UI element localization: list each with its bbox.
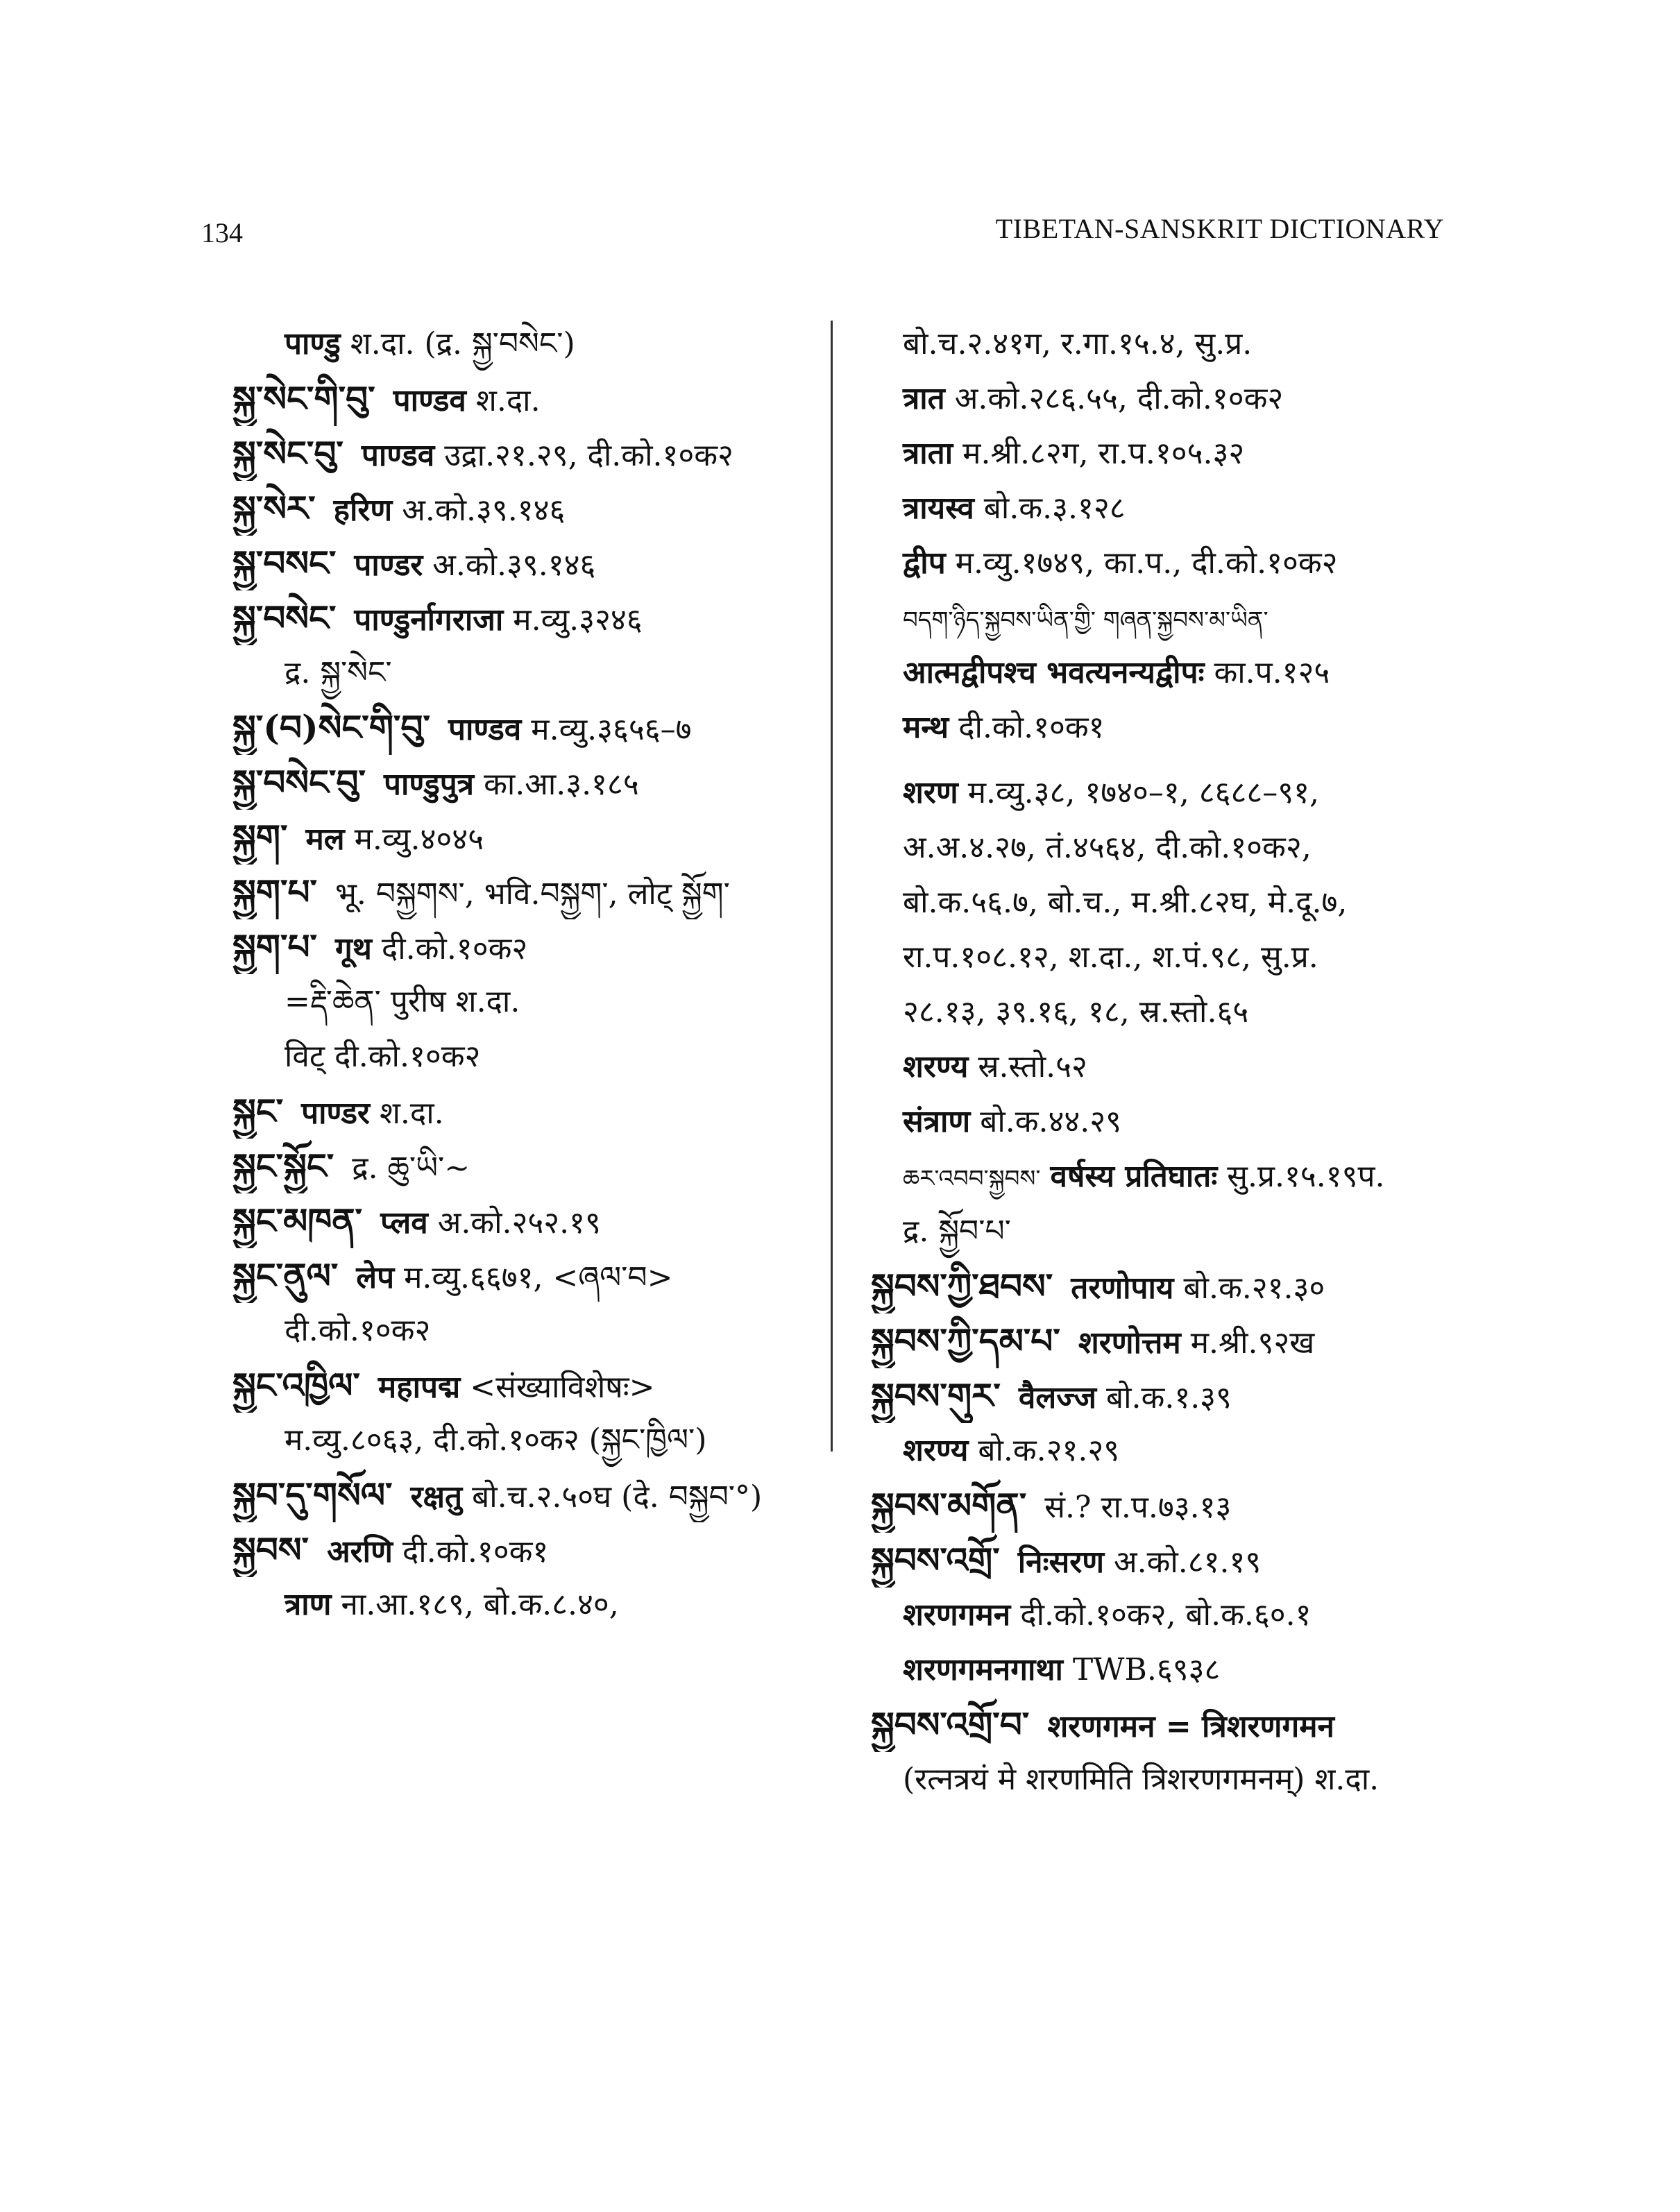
sanskrit-equivalent: शरण्य (903, 1049, 969, 1084)
tibetan-headword: ཆར་འབབ་སྐྱབས་ (903, 1165, 1041, 1193)
source-reference: बो.क.२१.३० (1183, 1270, 1325, 1306)
dictionary-entry (205, 919, 822, 974)
source-reference: रा.प.१०८.१२, श.दा., श.पं.९८, सु.प्र. (903, 939, 1318, 975)
source-reference: श.दा. (475, 383, 541, 418)
source-reference: का.आ.३.१८५ (484, 767, 639, 802)
source-reference: म.व्यु.३६५६–७ (531, 712, 692, 747)
dictionary-entry (843, 1533, 1475, 1588)
sanskrit-equivalent: लेप (356, 1260, 395, 1295)
dictionary-entry (205, 810, 822, 865)
entry-continuation (205, 1577, 822, 1632)
sanskrit-equivalent: मल (305, 822, 345, 857)
sanskrit-equivalent: त्राता (903, 436, 953, 471)
tibetan-headword: སྐྱང་མཁན་ (232, 1200, 363, 1241)
sanskrit-equivalent: पाण्डव (393, 383, 466, 418)
sanskrit-equivalent: शरण (903, 775, 958, 810)
column-divider (831, 321, 833, 1452)
sanskrit-equivalent: वर्षस्य प्रतिघातः (1050, 1159, 1218, 1194)
source-reference: अ.को.३९.१४६ (432, 547, 596, 583)
entry-continuation (205, 645, 822, 700)
dictionary-entry (205, 481, 822, 536)
source-reference: बो.च.२.५०घ (दे. བསྐྱབ་°) (472, 1479, 763, 1515)
tibetan-headword: སྐྱ་བསེང་ (232, 597, 337, 638)
tibetan-headword: སྐྱང་ནུལ་ (232, 1255, 339, 1296)
tibetan-headword: སྐྱ་སེང་བུ་ (232, 433, 343, 474)
sanskrit-equivalent: द्वीप (903, 545, 946, 581)
source-reference: दी.को.१०क२ (381, 931, 528, 967)
source-reference: म.व्यु.३२४६ (513, 602, 643, 638)
tibetan-headword: སྐྱང་འཁྱིལ་ (232, 1365, 360, 1406)
source-reference: द्र. ཆུ་ཡི་~ (352, 1150, 470, 1186)
entry-continuation (843, 481, 1475, 536)
entry-continuation (843, 371, 1475, 426)
source-reference: TWB.६९३८ (1072, 1652, 1221, 1687)
entry-continuation (205, 1029, 822, 1084)
tibetan-headword: སྐྱང་ (232, 1091, 284, 1132)
source-reference: सु.प्र.१५.१९प. (1227, 1159, 1385, 1194)
sanskrit-equivalent: तरणोपाय (1071, 1270, 1174, 1306)
dictionary-entry (205, 1084, 822, 1139)
source-reference: अ.को.२५२.१९ (437, 1205, 601, 1241)
source-reference: म.व्यु.१७४९, का.प., दी.को.१०क२ (955, 545, 1338, 581)
sanskrit-equivalent: गूथ (335, 931, 372, 967)
source-reference: =རྡི་ཆེན་ पुरीष श.दा. (285, 984, 520, 1019)
dictionary-entry (843, 1697, 1475, 1752)
entry-continuation (205, 1303, 822, 1358)
entry-continuation (843, 1423, 1475, 1478)
page-number: 134 (201, 217, 243, 248)
sanskrit-equivalent: पाण्डर (354, 547, 423, 583)
entry-continuation (843, 1642, 1475, 1697)
entry-continuation (843, 645, 1475, 700)
sanskrit-equivalent: पाण्डु (285, 326, 341, 361)
entry-continuation (843, 985, 1475, 1039)
source-reference: अ.को.३९.१४६ (402, 493, 566, 528)
entry-continuation (843, 1094, 1475, 1149)
tibetan-headword: སྐྱག་པ་ (232, 926, 317, 967)
sanskrit-equivalent: पाण्डव (448, 712, 522, 747)
sanskrit-equivalent: संत्राण (903, 1104, 971, 1139)
source-reference: म.व्यु.३८, १७४०–१, ८६८८–९१, (967, 775, 1319, 810)
entry-continuation (843, 1204, 1475, 1259)
entry-continuation (843, 1752, 1475, 1807)
source-reference: म.व्यु.८०६३, दी.को.१०क२ (སྐྱང་ཁྱིལ་) (285, 1422, 707, 1458)
source-reference: दी.को.१०क२, बो.क.६०.१ (1020, 1597, 1312, 1633)
sanskrit-equivalent: प्लव (380, 1205, 428, 1241)
source-reference: अ.अ.४.२७, तं.४५६४, दी.को.१०क२, (903, 830, 1312, 865)
source-reference: श.दा. (द्र. སྐྱ་བསེང་) (350, 326, 575, 361)
dictionary-entry (205, 700, 822, 755)
source-reference: बो.क.४४.२९ (980, 1104, 1122, 1139)
sanskrit-equivalent: वैलज्ज (1018, 1380, 1097, 1415)
sanskrit-equivalent: पाण्डव (361, 438, 435, 473)
entry-continuation (843, 426, 1475, 481)
dictionary-entry (205, 536, 822, 590)
sanskrit-equivalent: पाण्डुपुत्र (383, 767, 475, 802)
sanskrit-equivalent: त्रात (903, 381, 945, 416)
tibetan-headword: སྐྱག་པ་ (232, 871, 317, 912)
sanskrit-equivalent: पाण्डर (301, 1096, 370, 1131)
source-reference: <संख्याविशेषः> (470, 1370, 655, 1405)
entry-continuation (843, 316, 1475, 371)
dictionary-entry (205, 371, 822, 426)
entry-continuation (843, 1588, 1475, 1642)
source-reference: म.व्यु.४०४५ (354, 822, 484, 857)
sanskrit-equivalent: त्रायस्व (903, 491, 974, 526)
source-reference: द्र. སྐྱོབ་པ་ (903, 1214, 1011, 1249)
sanskrit-equivalent: मन्थ (903, 710, 949, 745)
source-reference: दी.को.१०क२ (285, 1313, 431, 1348)
source-reference: बो.क.१.३९ (1106, 1380, 1232, 1415)
entry-continuation (843, 1149, 1475, 1204)
sanskrit-equivalent: शरण्य (903, 1433, 969, 1468)
source-reference: ना.आ.१८९, बो.क.८.४०, (341, 1587, 619, 1622)
dictionary-entry (205, 1358, 822, 1413)
dictionary-entry (205, 1139, 822, 1193)
entry-continuation (843, 590, 1475, 645)
source-reference: म.श्री.९२ख (1190, 1325, 1315, 1361)
source-reference: विट् दी.को.१०क२ (285, 1039, 481, 1074)
source-reference: म.श्री.८२ग, रा.प.१०५.३२ (962, 436, 1245, 471)
sanskrit-equivalent: रक्षतु (410, 1479, 463, 1515)
source-reference: (रत्नत्रयं मे शरणमिति त्रिशरणगमनम्) श.दा. (903, 1762, 1380, 1797)
dictionary-entry (205, 1467, 822, 1522)
entry-continuation (843, 1039, 1475, 1094)
tibetan-headword: སྐྱབས་ཀྱི་ཐབས་ (871, 1266, 1053, 1307)
sanskrit-equivalent: हरिण (333, 493, 393, 528)
source-reference: भू. བསྐྱགས་, भवि.བསྐྱག་, लोट् སྐྱོག་ (335, 876, 730, 912)
tibetan-headword: སྐྱ་(བ)སེང་གི་བུ་ (232, 707, 430, 748)
source-reference: बो.क.२१.२९ (978, 1433, 1120, 1468)
sanskrit-equivalent: शरणोत्तम (1078, 1325, 1181, 1361)
dictionary-entry (205, 755, 822, 810)
left-column (205, 316, 822, 1632)
source-reference: म.व्यु.६६७१, <ཞལ་བ> (404, 1260, 673, 1295)
entry-continuation (843, 875, 1475, 930)
source-reference: का.प.१२५ (1214, 655, 1330, 690)
dictionary-entry (205, 426, 822, 481)
tibetan-headword: སྐྱབ་དུ་གསོལ་ (232, 1474, 393, 1515)
dictionary-entry (843, 1313, 1475, 1368)
source-reference: बो.क.३.१२८ (983, 491, 1126, 526)
source-reference: दी.को.१०क१ (958, 710, 1105, 745)
source-reference: सं.? रा.प.७३.१३ (1044, 1490, 1232, 1525)
source-reference: स्र.स्तो.५२ (978, 1049, 1087, 1084)
dictionary-entry (205, 1193, 822, 1248)
dictionary-entry (205, 865, 822, 919)
source-reference: २८.१३, ३९.१६, १८, स्र.स्तो.६५ (903, 994, 1249, 1030)
dictionary-entry (843, 1478, 1475, 1533)
entry-continuation (843, 930, 1475, 985)
source-reference: अ.को.२८६.५५, दी.को.१०क२ (954, 381, 1284, 416)
source-reference: श.दा. (379, 1096, 444, 1131)
tibetan-headword: སྐྱབས་མགོན་ (871, 1485, 1027, 1526)
sanskrit-equivalent: आत्मद्वीपश्च भवत्यनन्यद्वीपः (903, 655, 1205, 690)
entry-continuation (843, 765, 1475, 820)
sanskrit-equivalent: शरणगमनगाथा (903, 1652, 1063, 1687)
entry-continuation (205, 974, 822, 1029)
sanskrit-equivalent: पाण्डुर्नागराजा (354, 602, 504, 638)
tibetan-headword: སྐྱབས་ (232, 1529, 309, 1570)
source-reference: बो.च.२.४१ग, र.गा.१५.४, सु.प्र. (903, 326, 1253, 361)
tibetan-headword: སྐྱབས་ཀྱི་དམ་པ་ (871, 1320, 1060, 1361)
running-title: TIBETAN-SANSKRIT DICTIONARY (995, 213, 1444, 244)
right-column (843, 316, 1475, 1807)
sanskrit-equivalent: शरणगमन (903, 1597, 1011, 1633)
sanskrit-equivalent: त्राण (285, 1587, 332, 1622)
tibetan-headword: སྐྱ་བསང་ (232, 543, 337, 584)
entry-continuation (205, 316, 822, 371)
entry-continuation (843, 700, 1475, 755)
source-reference: बो.क.५६.७, बो.च., म.श्री.८२घ, मे.दू.७, (903, 885, 1348, 920)
source-reference: दी.को.१०क१ (402, 1534, 549, 1569)
dictionary-entry (205, 1522, 822, 1577)
sanskrit-equivalent: महापद्म (377, 1370, 461, 1405)
dictionary-entry (205, 590, 822, 645)
entry-continuation (843, 820, 1475, 875)
dictionary-entry (843, 1368, 1475, 1423)
tibetan-headword: སྐྱ་བསེང་བུ་ (232, 762, 366, 803)
source-reference: द्र. སྐྱ་སེང་ (285, 655, 392, 690)
sanskrit-equivalent: अरणि (327, 1534, 393, 1569)
sanskrit-equivalent: शरणगमन = त्रिशरणगमन (1047, 1709, 1334, 1744)
tibetan-headword: སྐྱབས་གུར་ (871, 1375, 1001, 1416)
tibetan-headword: སྐྱབས་འགྲོ་ (871, 1540, 1000, 1581)
tibetan-headword: སྐྱ་སེར་ (232, 488, 316, 529)
sanskrit-equivalent: निःसरण (1017, 1545, 1105, 1580)
tibetan-headword: སྐྱབས་འགྲོ་བ་ (871, 1704, 1030, 1745)
tibetan-headword: སྐྱག་ (232, 817, 288, 858)
source-reference: अ.को.८१.१९ (1114, 1545, 1262, 1580)
dictionary-entry (205, 1248, 822, 1303)
source-reference: उद्रा.२१.२९, दी.को.१०क२ (444, 438, 733, 473)
tibetan-headword: སྐྱང་སྐྱོང་ (232, 1146, 334, 1186)
entry-continuation (205, 1413, 822, 1467)
dictionary-entry (843, 1259, 1475, 1313)
tibetan-headword: བདག་ཉིད་སྐྱབས་ཡིན་གྱི་ གཞན་སྐྱབས་མ་ཡིན་ (903, 606, 1269, 634)
tibetan-headword: སྐྱ་སེང་གི་བུ་ (232, 378, 375, 419)
entry-continuation (843, 536, 1475, 590)
